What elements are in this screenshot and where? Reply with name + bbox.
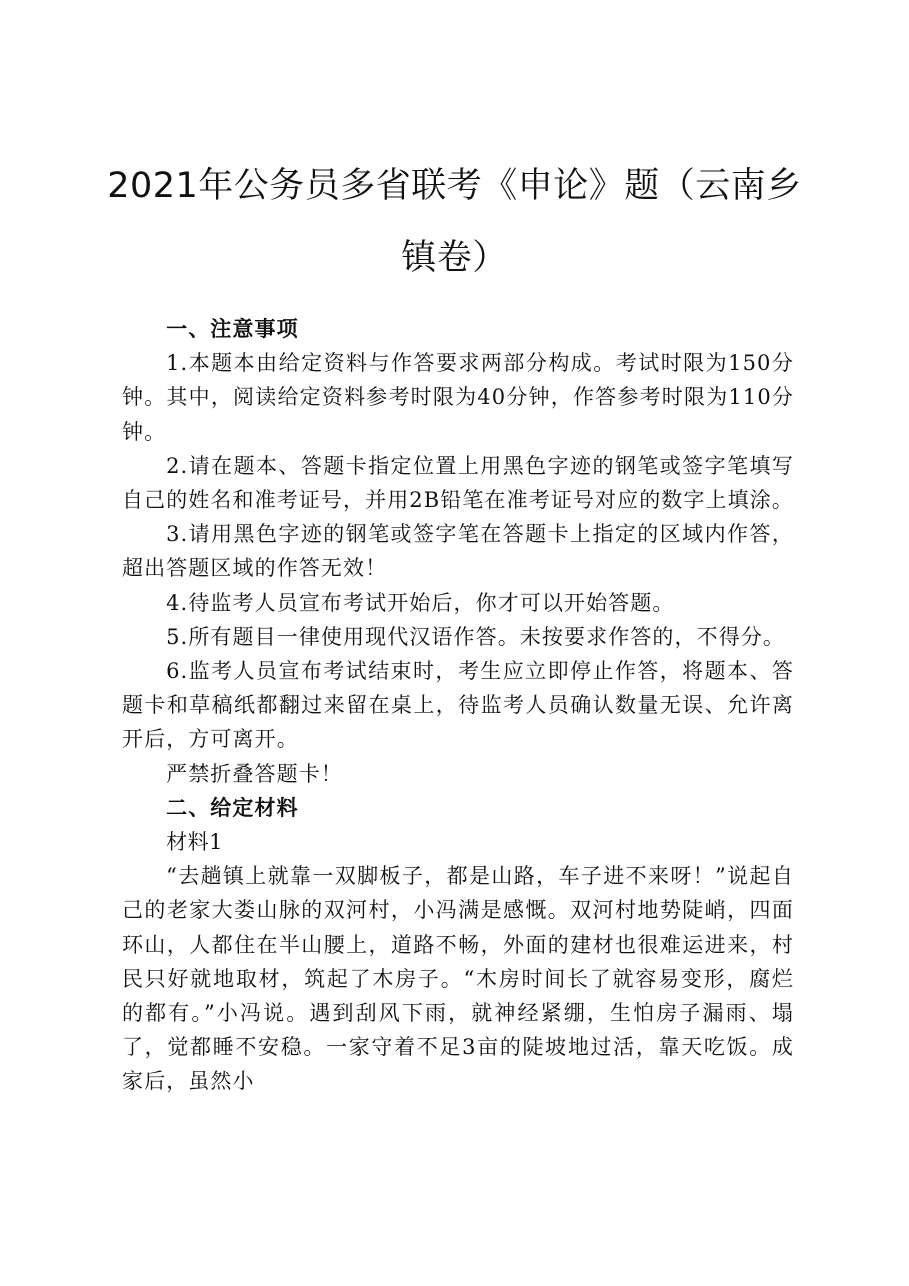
notice-item-5: 5.所有题目一律使用现代汉语作答。未按要求作答的，不得分。 (166, 624, 786, 649)
notice-item-2: 2.请在题本、答题卡指定位置上用黑色字迹的钢笔或签字笔填写自己的姓名和准考证号，并用2B铅笔在准考证号对应的数字上填涂。 (122, 453, 794, 513)
notice-item-3: 3.请用黑色字迹的钢笔或签字笔在答题卡上指定的区域内作答，超出答题区域的作答无效！ (122, 522, 794, 581)
section-heading-notices: 一、注意事项 (166, 317, 299, 341)
document-title: 2021年公务员多省联考《申论》题（云南乡镇卷） (107, 166, 802, 278)
section-heading-materials: 二、给定材料 (166, 795, 299, 820)
warning-text: 严禁折叠答题卡！ (166, 761, 343, 786)
notice-item-6: 6.监考人员宣布考试结束时，考生应立即停止作答，将题本、答题卡和草稿纸都翻过来留在桌上，待监考人员确认数量无误、允许离开后，方可离开。 (122, 659, 794, 752)
material-paragraph: “去趟镇上就靠一双脚板子，都是山路，车子进不来呀！”说起自己的老家大娄山脉的双河村，小冯满是感慨。双河村地势陡峭，四面环山，人都住在半山腰上，道路不畅，外面的建材也很难运进来，村民只好就地取材，筑起了木房子。“木房时间长了就容易变形，腐烂的都有。”小冯说。遇到刮风下雨，就神经紧绷，生怕房子漏雨、塌了，觉都睡不安稳。一家守着不足3亩的陡坡地过活，靠天吃饭。成家后，虽然小 (122, 864, 794, 1094)
document-body (122, 312, 794, 1099)
material-label: 材料1 (166, 830, 223, 855)
notice-item-1: 1.本题本由给定资料与作答要求两部分构成。考试时限为150分钟。其中，阅读给定资料参考时限为40分钟，作答参考时限为110分钟。 (122, 351, 794, 444)
notice-item-4: 4.待监考人员宣布考试开始后，你才可以开始答题。 (166, 590, 675, 615)
